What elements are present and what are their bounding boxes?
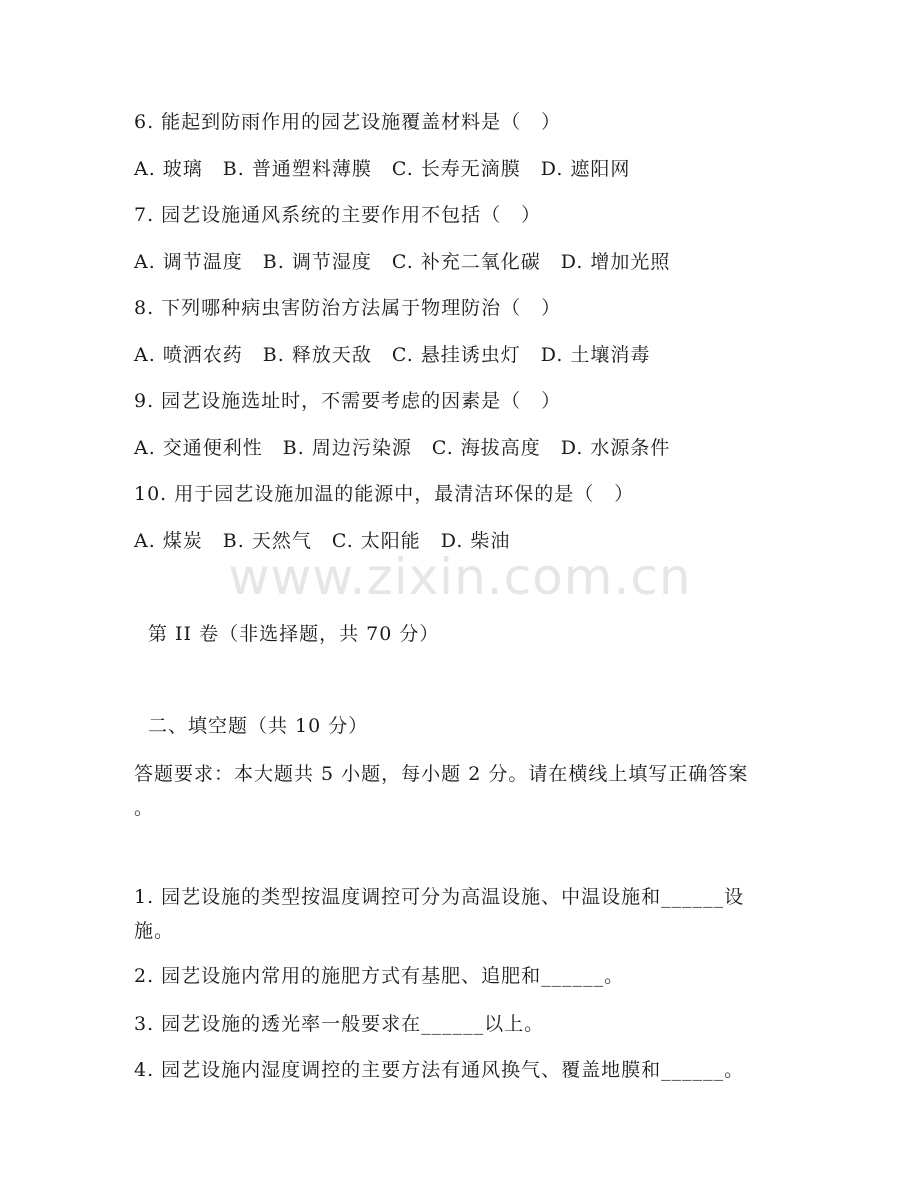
instructions: 答题要求：本大题共 5 小题，每小题 2 分。请在横线上填写正确答案 <box>134 763 749 785</box>
question-8: 8. 下列哪种病虫害防治方法属于物理防治（ ） <box>134 297 562 319</box>
instructions-cont: 。 <box>134 797 155 819</box>
section-title: 二、填空题（共 10 分） <box>148 715 369 737</box>
fill-question-1: 1. 园艺设施的类型按温度调控可分为高温设施、中温设施和______设 <box>134 886 745 908</box>
fill-question-3: 3. 园艺设施的透光率一般要求在______以上。 <box>134 1013 545 1035</box>
part-2-title: 第 II 卷（非选择题，共 70 分） <box>148 623 440 645</box>
question-6-options: A. 玻璃 B. 普通塑料薄膜 C. 长寿无滴膜 D. 遮阳网 <box>134 158 631 180</box>
fill-question-1-cont: 施。 <box>134 920 175 942</box>
question-9: 9. 园艺设施选址时，不需要考虑的因素是（ ） <box>134 390 562 412</box>
watermark: www.zixin.com.cn <box>228 548 692 606</box>
fill-question-2: 2. 园艺设施内常用的施肥方式有基肥、追肥和______。 <box>134 965 625 987</box>
question-6: 6. 能起到防雨作用的园艺设施覆盖材料是（ ） <box>134 111 562 133</box>
question-7: 7. 园艺设施通风系统的主要作用不包括（ ） <box>134 204 542 226</box>
question-9-options: A. 交通便利性 B. 周边污染源 C. 海拔高度 D. 水源条件 <box>134 437 671 459</box>
question-8-options: A. 喷洒农药 B. 释放天敌 C. 悬挂诱虫灯 D. 土壤消毒 <box>134 344 651 366</box>
question-10: 10. 用于园艺设施加温的能源中，最清洁环保的是（ ） <box>134 483 635 505</box>
fill-question-4: 4. 园艺设施内湿度调控的主要方法有通风换气、覆盖地膜和______。 <box>134 1059 745 1081</box>
question-10-options: A. 煤炭 B. 天然气 C. 太阳能 D. 柴油 <box>134 530 511 552</box>
question-7-options: A. 调节温度 B. 调节湿度 C. 补充二氧化碳 D. 增加光照 <box>134 251 671 273</box>
